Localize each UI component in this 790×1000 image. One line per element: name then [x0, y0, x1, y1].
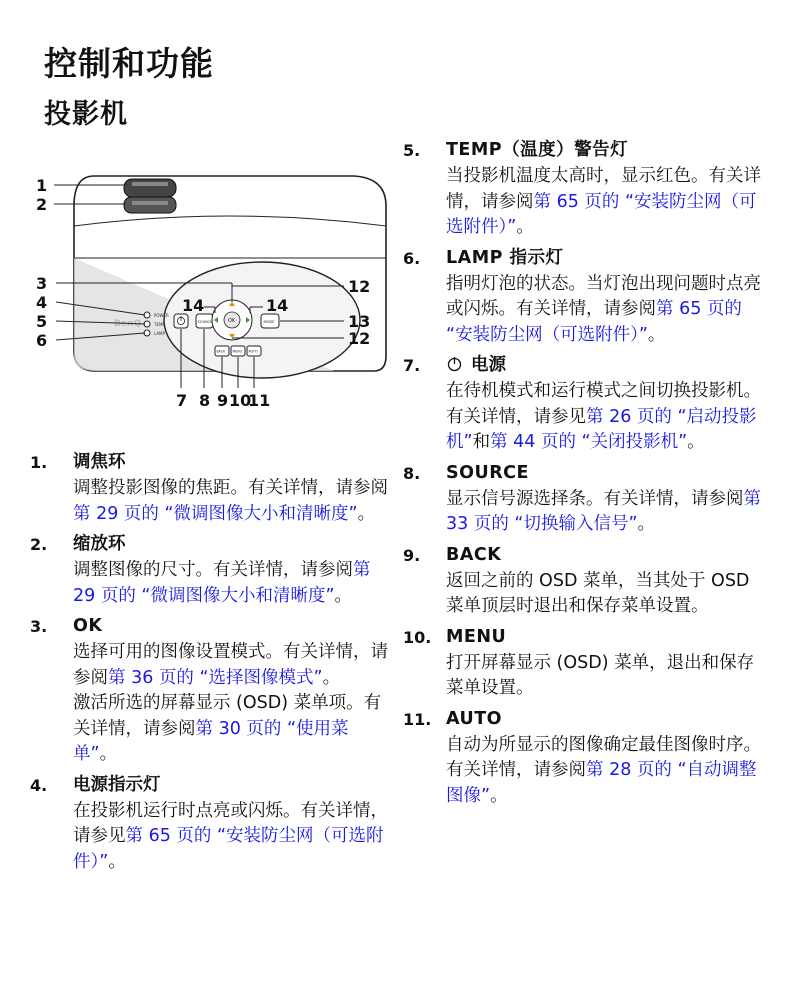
item-number: 1. — [30, 453, 48, 472]
cross-reference-link[interactable]: 第 30 页的 “使用菜单” — [73, 718, 349, 764]
description-text: 。 — [637, 514, 656, 534]
callout-12-top: 12 — [348, 277, 371, 296]
item-title — [403, 245, 763, 272]
cross-reference-link[interactable]: 第 29 页的 “微调图像大小和清晰度” — [73, 560, 371, 606]
cross-reference-link[interactable]: 第 36 页的 “选择图像模式” — [108, 667, 323, 688]
item-title — [30, 449, 392, 476]
cross-reference-link[interactable]: 第 65 页的 “安装防尘网（可选附件）” — [446, 191, 757, 237]
item-list-left — [30, 449, 392, 879]
description-paragraph — [73, 476, 392, 527]
item-description — [73, 799, 392, 876]
item-name-text: 电源 — [471, 355, 506, 375]
item-number: 4. — [30, 775, 48, 795]
ok-button-label: OK — [228, 318, 236, 324]
item-number: 2. — [30, 535, 48, 554]
description-paragraph — [73, 691, 392, 768]
item-name — [73, 613, 102, 640]
source-button-label: SOURCE — [197, 320, 213, 324]
item-name-text: 调焦环 — [73, 452, 126, 472]
item-number: 3. — [30, 617, 48, 636]
item-description — [446, 651, 763, 702]
item-title — [403, 624, 763, 651]
item-name — [446, 460, 529, 487]
item-title — [403, 137, 763, 164]
cross-reference-link[interactable]: 第 65 页的 “安装防尘网（可选附件）” — [446, 299, 742, 345]
item-name — [446, 706, 502, 733]
item-name-text: OK — [73, 616, 103, 636]
item-name — [446, 542, 501, 569]
description-text: 调整投影图像的焦距。有关详情，请参阅 — [73, 478, 388, 498]
callout-2: 2 — [36, 195, 48, 214]
description-text: 返回之前的 OSD 菜单，当其处于 OSD 菜单顶层时退出和保存菜单设置。 — [446, 570, 750, 616]
item-name — [446, 624, 506, 651]
power-light-label: POWER — [154, 313, 169, 318]
callout-3: 3 — [36, 274, 48, 293]
description-text: 激活所选的屏幕显示 (OSD) 菜单项。有关详情，请参阅 — [73, 693, 382, 739]
callout-6: 6 — [36, 331, 48, 350]
description-paragraph — [446, 379, 763, 456]
callout-4: 4 — [36, 293, 48, 312]
cross-reference-link[interactable]: 第 44 页的 “关闭投影机” — [490, 432, 688, 452]
brand-logo: BenQ — [114, 319, 142, 329]
cross-reference-link[interactable]: 第 29 页的 “微调图像大小和清晰度” — [73, 503, 358, 524]
callout-9: 9 — [217, 391, 229, 410]
callout-1: 1 — [36, 176, 48, 195]
description-paragraph — [73, 799, 392, 876]
item-name-text: MENU — [446, 626, 507, 647]
auto-button-label: AUTO — [248, 349, 258, 354]
description-paragraph — [446, 272, 763, 349]
item-name — [73, 449, 126, 476]
item-title — [30, 531, 392, 558]
callout-7: 7 — [176, 391, 188, 410]
item-name-text: BACK — [446, 544, 502, 565]
description-text: 指明灯泡的状态。当灯泡出现问题时点亮或闪烁。有关详情，请参阅 — [446, 273, 761, 319]
item-name — [73, 531, 126, 558]
description-text: 。 — [687, 432, 705, 452]
description-text: 在待机模式和运行模式之间切换投影机。有关详情，请参见 — [446, 381, 761, 427]
description-text: 。 — [647, 324, 666, 345]
item-description — [446, 569, 763, 620]
item-name-text: 缩放环 — [73, 534, 126, 554]
callout-14-left: 14 — [182, 296, 205, 315]
cross-reference-link[interactable]: 第 26 页的 “启动投影机” — [446, 406, 757, 452]
item-description — [446, 164, 763, 241]
description-text: 。 — [357, 503, 376, 524]
description-paragraph — [73, 558, 392, 609]
description-text: 。 — [490, 785, 508, 806]
item-description — [446, 487, 763, 538]
callout-12-bottom: 12 — [348, 329, 371, 348]
cross-reference-link[interactable]: 第 33 页的 “切换输入信号” — [446, 488, 761, 534]
description-text: 。 — [322, 667, 341, 688]
callout-11: 11 — [248, 391, 271, 410]
lamp-light-label: LAMP — [154, 331, 165, 336]
item-description — [446, 272, 763, 349]
description-text: 。 — [516, 217, 534, 237]
description-text: 自动为所显示的图像确定最佳图像时序。有关详情，请参阅 — [446, 734, 761, 780]
page-title: 控制和功能 — [44, 44, 214, 83]
item-name — [73, 772, 161, 799]
item-description — [73, 476, 392, 527]
item-name — [446, 137, 628, 164]
item-title — [30, 613, 392, 640]
callout-5: 5 — [36, 312, 48, 331]
description-text: 显示信号源选择条。有关详情，请参阅 — [446, 488, 744, 509]
description-paragraph — [446, 569, 763, 620]
item-name — [446, 245, 564, 272]
projector-diagram — [34, 166, 394, 410]
item-title — [403, 542, 763, 569]
item-number: 10. — [403, 627, 432, 647]
item-number: 5. — [403, 141, 421, 160]
item-name-text: AUTO — [446, 708, 503, 729]
description-text: 当投影机温度太高时，显示红色。有关详情，请参阅 — [446, 166, 761, 212]
description-paragraph — [446, 487, 763, 538]
description-text: 在投影机运行时点亮或闪烁。有关详情，请参见 — [73, 800, 388, 846]
description-paragraph — [73, 640, 392, 691]
description-paragraph — [446, 164, 763, 241]
item-number: 9. — [403, 545, 421, 565]
item-name — [446, 352, 506, 381]
item-description — [73, 558, 392, 609]
description-text: 和 — [472, 432, 491, 452]
item-name-text: 电源指示灯 — [73, 774, 161, 795]
item-description — [73, 640, 392, 768]
item-title — [403, 706, 763, 733]
description-paragraph — [446, 651, 763, 702]
description-text: 。 — [334, 585, 353, 606]
description-text: 打开屏幕显示 (OSD) 菜单，退出和保存菜单设置。 — [446, 652, 755, 698]
mode-button-label: MODE — [263, 320, 275, 324]
item-description — [446, 379, 763, 456]
item-name-text: LAMP 指示灯 — [446, 247, 564, 268]
page-subtitle: 投影机 — [44, 99, 128, 130]
back-button-label: BACK — [216, 349, 226, 354]
description-text: 调整图像的尺寸。有关详情，请参阅 — [73, 560, 353, 580]
cross-reference-link[interactable]: 第 28 页的 “自动调整图像” — [446, 760, 757, 806]
item-title — [30, 772, 392, 799]
item-description — [446, 733, 763, 810]
item-number: 11. — [403, 709, 432, 729]
item-title — [403, 460, 763, 487]
callout-10: 10 — [229, 391, 252, 410]
description-text: 。 — [108, 851, 126, 872]
callout-8: 8 — [199, 391, 211, 410]
callout-13: 13 — [348, 312, 371, 331]
cross-reference-link[interactable]: 第 65 页的 “安装防尘网（可选附件）” — [73, 826, 384, 872]
description-paragraph — [446, 733, 763, 810]
item-name-text: TEMP（温度）警告灯 — [446, 140, 629, 160]
description-text: 。 — [99, 744, 118, 764]
power-icon — [446, 354, 463, 381]
item-number: 6. — [403, 248, 421, 268]
item-list-right — [403, 137, 763, 813]
callout-14-right: 14 — [266, 296, 289, 315]
item-name-text: SOURCE — [446, 462, 529, 483]
description-text: 选择可用的图像设置模式。有关详情，请参阅 — [73, 642, 388, 688]
temp-light-label: TEMP — [154, 322, 165, 327]
item-number: 8. — [403, 463, 421, 483]
focus-ring — [124, 179, 176, 197]
item-title — [403, 352, 763, 379]
menu-button-label: MENU — [232, 349, 242, 354]
item-number: 7. — [403, 356, 421, 375]
